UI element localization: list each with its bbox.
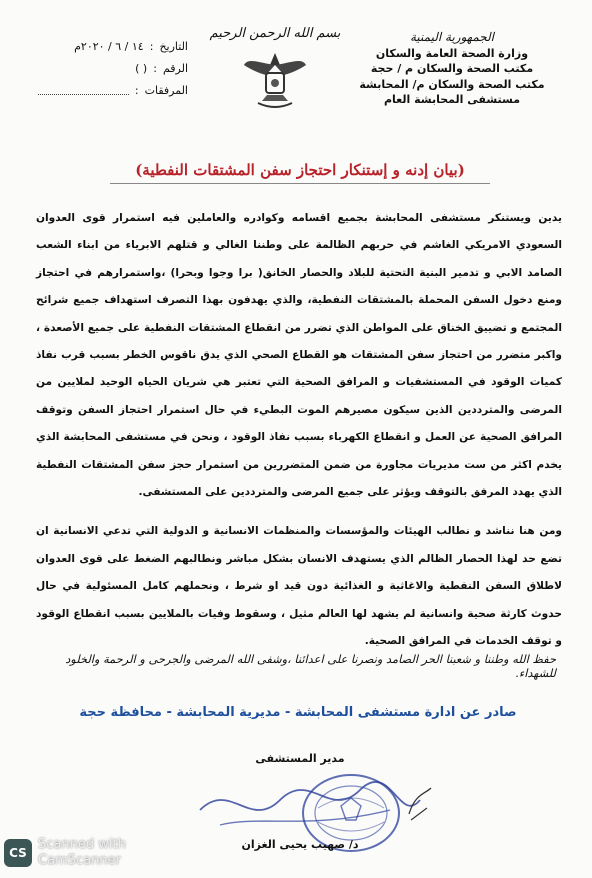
header-line-hospital: مستشفى المحابشة العام (383, 93, 521, 106)
header-line-office-hajjah: مكتب الصحة والسكان م / حجة (370, 62, 534, 75)
statement-body (36, 205, 562, 656)
institution-header (342, 30, 562, 108)
watermark-line-2: CamScanner (38, 853, 121, 868)
ref-value: ( ) (135, 62, 148, 75)
handwritten-prayer: حفظ الله وطننا و شعبنا الحر الصامد ونصرنا على اعدائنا ،وشفى الله المرضى والجرحى و الرحمة والخلود للشهداء. (65, 652, 556, 680)
reference-block (38, 36, 188, 102)
camscanner-watermark (0, 828, 164, 878)
issued-by: صادر عن ادارة مستشفى المحابشة - مديرية المحابشة - محافظة حجة (79, 705, 517, 720)
eagle-emblem-icon (240, 43, 310, 113)
header-line-office-mahabsha: مكتب الصحة والسكان م/ المحابشة (359, 77, 545, 91)
attachments-dots (38, 80, 129, 95)
attachments-row: المرفقات : (38, 80, 188, 102)
handwritten-margin-mark-icon (405, 784, 435, 824)
date-value: ١٤ / ٦ / ٢٠٢٠م (74, 40, 144, 53)
header-line-ministry: وزارة الصحة العامة والسكان (375, 46, 529, 60)
date-label: التاريخ (159, 40, 188, 53)
title-divider (110, 183, 490, 184)
statement-title: (بيان إدنه و إستنكار احتجاز سفن المشتقات النفطية) (135, 161, 465, 179)
attachments-label: المرفقات (144, 84, 188, 97)
director-label: مدير المستشفى (255, 752, 345, 765)
body-paragraph-2: ومن هنا نناشد و نطالب الهيئات والمؤسسات والمنظمات الانسانية و الدولية التي تدعي الانسانية ان تضع حد لهذا الحصار الظالم الذي يستهدف الانسان بشكل مباشر ونطالبهم الضغط على قوى العدوان لاطلاق السفن النفطية والاغاثية و الغذائية دون قيد او شرط ، ونحملهم كامل المسئولية في حال حدوث كارثة صحية وانسانية لم يشهد لها العالم مثيل ، وسقوط وفيات بالملايين بسبب انقطاع الوقود و توقف الخدمات في المرافق الصحية. (36, 525, 562, 648)
title-block (110, 160, 490, 184)
emblem-block (205, 26, 345, 113)
watermark-text (38, 837, 126, 869)
ref-row: الرقم : ( ) (38, 58, 188, 80)
basmala: بسم الله الرحمن الرحيم (209, 26, 341, 41)
signer-name: د/ صهيب يحيى الغزان (241, 838, 359, 851)
camscanner-logo-icon: CS (4, 839, 32, 867)
watermark-line-1: Scanned with (38, 837, 126, 852)
body-paragraph-1: يدين ويستنكر مستشفى المحابشة بجميع اقسامه وكوادره والعاملين فيه استمرار قوى العدوان السعودي الامريكي الغاشم في حربهم الظالمة على وطننا الغالي و قتلهم الابرياء من ابناء الشعب الصامد الابي و تدمير البنية التحتية للبلاد والحصار الخانق( برا وجوا وبحرا) ،واستمرارهم في احتجاز ومنع دخول السفن المحملة بالمشتقات النفطية، والذي يهدفون بهذا التصرف استهداف جميع شرائح المجتمع و تضييق الخناق على المواطن الذي تضرر من انقطاع المشتقات النفطية على جميع الأصعدة ، واكبر متضرر من احتجاز سفن المشتقات هو القطاع الصحي الذي يدق ناقوس الخطر بسبب قرب نفاذ كميات الوقود في المستشفيات و المرافق الصحية التي تعتبر هي شريان الحياه الوحيد لملايين من المرضى والمترددين الذين سيكون مصيرهم الموت البطيء في حال استمرار احتجاز السفن وتوقف المرافق الصحية عن العمل و انقطاع الكهرباء بسبب نفاذ الوقود ، ونحن في مستشفى المحابشة الذي يخدم اكثر من ست مديريات مجاورة من ضمن المتضررين من استمرار حجز سفن المشتقات النفطية الذي يهدد المرفق بالتوقف ويؤثر على جميع المرضى والمترددين على المستشفى. (36, 212, 562, 499)
signature-icon (190, 770, 430, 840)
date-row: التاريخ : ١٤ / ٦ / ٢٠٢٠م (38, 36, 188, 58)
header-line-republic: الجمهورية اليمنية (409, 30, 494, 44)
ref-label: الرقم (162, 62, 188, 75)
